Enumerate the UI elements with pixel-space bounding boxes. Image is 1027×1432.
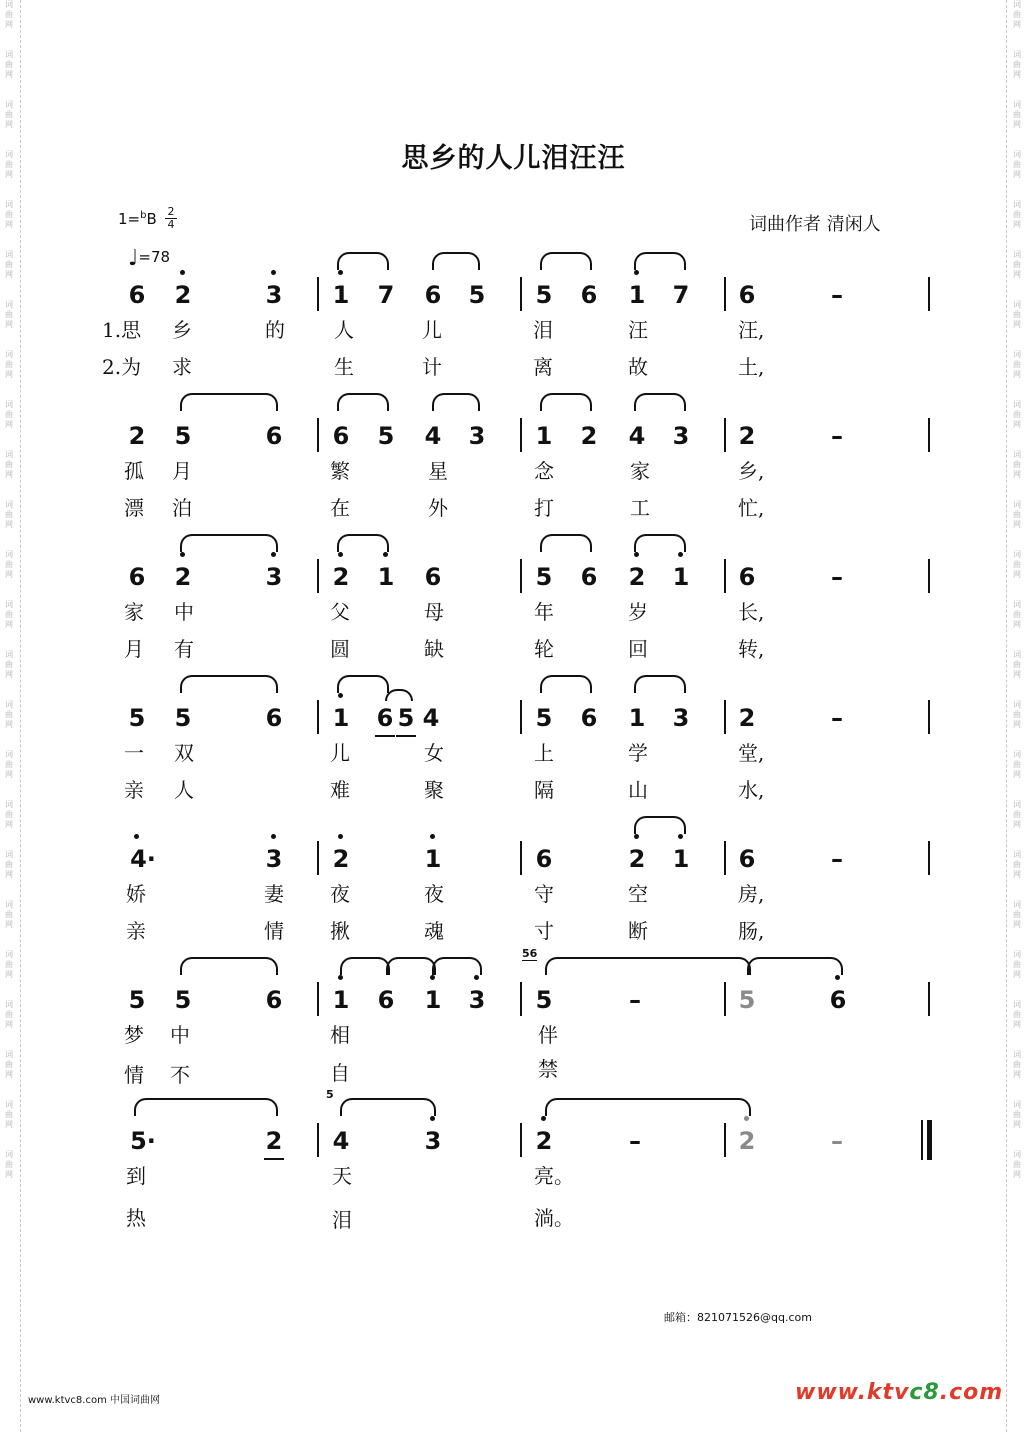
- note: 1: [424, 986, 442, 1014]
- lyric-verse2: 离: [533, 355, 553, 379]
- slur: [340, 957, 390, 975]
- high-octave-dot: [180, 552, 185, 557]
- lyric-verse1: 孤: [124, 459, 144, 483]
- bar-line: [520, 418, 522, 452]
- lyric-verse1: 相: [330, 1023, 350, 1047]
- bar-line: [520, 1123, 522, 1157]
- high-octave-dot: [678, 834, 683, 839]
- bar-line: [928, 700, 930, 734]
- bar-line: [928, 418, 930, 452]
- lyric-verse1: 伴: [538, 1023, 558, 1047]
- score-line-7: [0, 1088, 1027, 1286]
- lyric-verse2: 自: [330, 1061, 350, 1085]
- note: 6: [128, 563, 146, 591]
- note: 3: [468, 986, 486, 1014]
- note: 7: [377, 281, 395, 309]
- lyric-verse2: 寸: [534, 919, 554, 943]
- slur: [634, 675, 686, 693]
- lyric-verse2: 漂: [124, 496, 144, 520]
- lyric-verse1: 1.思: [102, 318, 142, 342]
- lyric-verse1: 父: [330, 600, 350, 624]
- slur: [540, 393, 592, 411]
- note: 3: [265, 563, 283, 591]
- high-octave-dot: [338, 975, 343, 980]
- slur: [386, 957, 436, 975]
- bar-line: [317, 841, 319, 875]
- lyric-verse1: 女: [424, 741, 444, 765]
- lyric-verse1: 到: [126, 1164, 146, 1188]
- score-line-1: [0, 280, 1027, 440]
- slur: [545, 957, 751, 975]
- note: 4·: [130, 845, 156, 873]
- lyric-verse2: 忙,: [738, 496, 765, 520]
- lyric-verse2: 打: [534, 496, 554, 520]
- lyric-verse2: 在: [330, 496, 350, 520]
- note: 7: [672, 281, 690, 309]
- slur: [634, 534, 686, 552]
- note: 3: [672, 422, 690, 450]
- slur: [540, 675, 592, 693]
- lyric-verse2: 回: [628, 637, 648, 661]
- key-prefix: 1=: [118, 210, 141, 228]
- note: 2: [128, 422, 146, 450]
- slur: [545, 1098, 751, 1116]
- contact-email: 邮箱：821071526@qq.com: [664, 1311, 812, 1324]
- lyric-verse1: 中: [174, 600, 194, 624]
- note: 5: [535, 986, 553, 1014]
- bar-line: [317, 277, 319, 311]
- lyric-verse1: 月: [172, 459, 192, 483]
- note: 2: [738, 704, 756, 732]
- lyric-verse1: 梦: [124, 1023, 144, 1047]
- tempo-marking: [128, 246, 170, 271]
- bar-line: [724, 559, 726, 593]
- note: 6: [580, 281, 598, 309]
- lyric-verse1: 念: [534, 459, 554, 483]
- bar-line: [928, 277, 930, 311]
- note: 3: [265, 845, 283, 873]
- grace-notes: 56: [522, 947, 538, 960]
- bar-line: [724, 700, 726, 734]
- note: 2: [261, 1126, 287, 1156]
- lyric-verse1: 堂,: [738, 741, 765, 765]
- bar-line: [317, 559, 319, 593]
- note: 2: [174, 563, 192, 591]
- note: 5: [174, 986, 192, 1014]
- note: 2: [738, 422, 756, 450]
- high-octave-dot: [338, 693, 343, 698]
- lyric-verse2: 土,: [738, 355, 765, 379]
- lyric-verse2: 月: [124, 637, 144, 661]
- slur: [337, 675, 389, 693]
- note: 5: [535, 281, 553, 309]
- lyric-verse2: 情: [264, 919, 284, 943]
- lyric-verse1: 一: [124, 741, 144, 765]
- bar-line: [928, 841, 930, 875]
- note: 6: [128, 281, 146, 309]
- score-line-4: [0, 703, 1027, 863]
- lyric-verse1: 亮。: [534, 1164, 574, 1188]
- note: 1: [424, 845, 442, 873]
- note: 5: [535, 563, 553, 591]
- lyric-verse2: 魂: [424, 919, 444, 943]
- flat-symbol: b: [140, 210, 147, 221]
- bar-line: [928, 982, 930, 1016]
- note: 3: [468, 422, 486, 450]
- bar-line: [724, 1123, 726, 1157]
- final-bar-line: [921, 1120, 932, 1160]
- lyric-verse1: 人: [334, 318, 354, 342]
- high-octave-dot: [474, 975, 479, 980]
- bar-line: [317, 418, 319, 452]
- lyric-verse1: 的: [265, 318, 285, 342]
- lyric-verse2: 轮: [534, 637, 554, 661]
- bar-line: [724, 982, 726, 1016]
- lyric-verse2: 揪: [330, 919, 350, 943]
- slur: [540, 252, 592, 270]
- slur: [337, 534, 389, 552]
- lyric-verse1: 星: [428, 459, 448, 483]
- author-credit: 词曲作者 清闲人: [749, 214, 881, 235]
- note: 3: [265, 281, 283, 309]
- bar-line: [928, 559, 930, 593]
- note: 1: [672, 563, 690, 591]
- note: 6: [265, 704, 283, 732]
- lyric-verse1: 娇: [126, 882, 146, 906]
- time-signature-top: 2: [165, 206, 177, 219]
- lyric-verse1: 守: [534, 882, 554, 906]
- lyric-verse1: 双: [174, 741, 194, 765]
- note-dash: –: [831, 281, 843, 309]
- bar-line: [724, 277, 726, 311]
- high-octave-dot: [634, 834, 639, 839]
- right-side-watermark: 词 曲 网 词 曲 网 词 曲 网 词 曲 网 词 曲 网 词 曲 网 词 曲 网 词 曲 网 词 曲 网 词 曲 网 词 曲 网 词 曲 网 词 曲 网 词 曲 网 词 曲 网 词 曲 网 词 曲 网 词 曲 网 词 曲 网 词 曲 网 词 曲 网 词 曲 网 词 曲 网 词 曲 网: [1013, 0, 1021, 1179]
- note: 1: [628, 704, 646, 732]
- lyric-verse2: 聚: [424, 778, 444, 802]
- note: 2: [628, 563, 646, 591]
- note: 6: [738, 845, 756, 873]
- lyric-verse2: 缺: [424, 637, 444, 661]
- note: 5: [128, 986, 146, 1014]
- high-octave-dot: [271, 270, 276, 275]
- note: 6: [580, 563, 598, 591]
- lyric-verse2: 生: [334, 355, 354, 379]
- high-octave-dot: [634, 552, 639, 557]
- time-signature: [165, 206, 177, 231]
- lyric-verse1: 母: [424, 600, 444, 624]
- lyric-verse2: 亲: [126, 919, 146, 943]
- slur: [747, 957, 843, 975]
- slur: [634, 393, 686, 411]
- lyric-verse2: 肠,: [738, 919, 765, 943]
- note: 4: [422, 704, 440, 732]
- score-line-5: [0, 844, 1027, 1004]
- score-line-3: [0, 562, 1027, 722]
- note: 2: [628, 845, 646, 873]
- note-dash: –: [831, 563, 843, 591]
- note: 6: [265, 986, 283, 1014]
- lyric-verse2: 泊: [172, 496, 192, 520]
- score-line-6: [0, 947, 1027, 1145]
- note: 1: [332, 281, 350, 309]
- high-octave-dot: [541, 1116, 546, 1121]
- note: 3: [672, 704, 690, 732]
- slur: [634, 816, 686, 834]
- lyric-verse2: 亲: [124, 778, 144, 802]
- note: 1: [628, 281, 646, 309]
- note-dash: –: [629, 1127, 641, 1155]
- lyric-verse1: 长,: [738, 600, 765, 624]
- lyric-verse2: 求: [172, 355, 192, 379]
- note: 2: [174, 281, 192, 309]
- footer-logo-part2: c8: [909, 1380, 940, 1405]
- bar-line: [520, 841, 522, 875]
- lyric-verse1: 乡,: [738, 459, 765, 483]
- lyric-verse1: 儿: [422, 318, 442, 342]
- note: 2: [580, 422, 598, 450]
- note: 2: [332, 845, 350, 873]
- note: 6: [829, 986, 847, 1014]
- lyric-verse2: 山: [628, 778, 648, 802]
- high-octave-dot: [271, 552, 276, 557]
- bar-line: [724, 841, 726, 875]
- note: 6: [332, 422, 350, 450]
- lyric-verse1: 夜: [424, 882, 444, 906]
- key-signature: [118, 210, 157, 228]
- note: 6: [424, 281, 442, 309]
- lyric-verse1: 汪,: [738, 318, 765, 342]
- note: 1: [535, 422, 553, 450]
- slur: [337, 393, 389, 411]
- lyric-verse1: 家: [124, 600, 144, 624]
- note: 5: [174, 704, 192, 732]
- footer-logo: [795, 1380, 1003, 1405]
- slur: [180, 534, 278, 552]
- slur: [634, 252, 686, 270]
- note: 5: [535, 704, 553, 732]
- high-octave-dot: [835, 975, 840, 980]
- time-signature-bottom: 4: [167, 218, 175, 231]
- high-octave-dot: [134, 834, 139, 839]
- lyric-verse1: 学: [628, 741, 648, 765]
- lyric-verse2: 人: [174, 778, 194, 802]
- note: 1: [332, 704, 350, 732]
- lyric-verse1: 汪: [628, 318, 648, 342]
- lyric-verse2: 热: [126, 1206, 146, 1230]
- note-dash: –: [831, 845, 843, 873]
- slur: [432, 252, 480, 270]
- note: 2: [535, 1127, 553, 1155]
- lyric-verse1: 中: [170, 1023, 190, 1047]
- high-octave-dot: [430, 834, 435, 839]
- high-octave-dot: [271, 834, 276, 839]
- lyric-verse2: 外: [428, 496, 448, 520]
- lyric-verse1: 岁: [628, 600, 648, 624]
- bar-line: [520, 700, 522, 734]
- note: 5: [738, 986, 756, 1014]
- high-octave-dot: [678, 552, 683, 557]
- lyric-verse2: 故: [628, 355, 648, 379]
- slur: [180, 393, 278, 411]
- lyric-verse2: 淌。: [534, 1206, 574, 1230]
- lyric-verse2: 泪: [332, 1208, 352, 1232]
- note-dash: –: [831, 422, 843, 450]
- note-dash: –: [629, 986, 641, 1014]
- bar-line: [520, 277, 522, 311]
- note: 1: [377, 563, 395, 591]
- note: 1: [332, 986, 350, 1014]
- score-line-2: [0, 421, 1027, 581]
- lyric-verse1: 天: [332, 1164, 352, 1188]
- note: 6: [372, 703, 398, 733]
- bar-line: [724, 418, 726, 452]
- note: 6: [535, 845, 553, 873]
- lyric-verse1: 空: [628, 882, 648, 906]
- note: 2: [332, 563, 350, 591]
- note-dash: –: [831, 1127, 843, 1155]
- bar-line: [317, 982, 319, 1016]
- lyric-verse2: 隔: [534, 778, 554, 802]
- note: 6: [377, 986, 395, 1014]
- lyric-verse2: 难: [330, 778, 350, 802]
- lyric-verse1: 妻: [264, 882, 284, 906]
- lyric-verse2: 工: [630, 496, 650, 520]
- note-dash: –: [831, 704, 843, 732]
- lyric-verse1: 夜: [330, 882, 350, 906]
- footer-site-credit: www.ktvc8.com 中国词曲网: [28, 1395, 161, 1406]
- tempo-value: =78: [138, 248, 171, 266]
- lyric-verse2: 断: [628, 919, 648, 943]
- note: 6: [738, 563, 756, 591]
- note: 2: [738, 1127, 756, 1155]
- lyric-verse1: 家: [630, 459, 650, 483]
- lyric-verse1: 泪: [533, 318, 553, 342]
- slur: [180, 675, 278, 693]
- slur: [432, 393, 480, 411]
- note: 5: [377, 422, 395, 450]
- lyric-verse1: 上: [534, 741, 554, 765]
- note: 6: [265, 422, 283, 450]
- high-octave-dot: [430, 1116, 435, 1121]
- note: 4: [424, 422, 442, 450]
- slur: [180, 957, 278, 975]
- note: 3: [424, 1127, 442, 1155]
- high-octave-dot: [634, 270, 639, 275]
- note: 5: [174, 422, 192, 450]
- high-octave-dot: [338, 270, 343, 275]
- high-octave-dot: [430, 975, 435, 980]
- song-title: 思乡的人儿泪汪汪: [401, 143, 626, 174]
- slur: [432, 957, 482, 975]
- footer-logo-part1: www.ktv: [795, 1380, 910, 1405]
- grace-note: 5: [326, 1088, 334, 1101]
- note: 1: [672, 845, 690, 873]
- key-note: B: [146, 210, 157, 228]
- note: 4: [332, 1127, 350, 1155]
- lyric-verse2: 计: [422, 355, 442, 379]
- note: 5·: [130, 1127, 156, 1155]
- lyric-verse1: 繁: [330, 459, 350, 483]
- slur: [540, 534, 592, 552]
- slur: [337, 252, 389, 270]
- bar-line: [520, 559, 522, 593]
- lyric-verse2: 情: [124, 1063, 144, 1087]
- lyric-verse2: 圆: [330, 637, 350, 661]
- bar-line: [317, 1123, 319, 1157]
- note: 5: [128, 704, 146, 732]
- note: 4: [628, 422, 646, 450]
- high-octave-dot: [338, 834, 343, 839]
- lyric-verse2: 禁: [538, 1057, 558, 1081]
- lyric-verse2: 水,: [738, 778, 765, 802]
- bar-line: [317, 700, 319, 734]
- note: 6: [738, 281, 756, 309]
- note: 6: [424, 563, 442, 591]
- lyric-verse2: 转,: [738, 637, 765, 661]
- lyric-verse1: 儿: [330, 741, 350, 765]
- bar-line: [520, 982, 522, 1016]
- note: 6: [580, 704, 598, 732]
- footer-logo-part3: .com: [939, 1380, 1004, 1405]
- high-octave-dot: [383, 552, 388, 557]
- high-octave-dot: [338, 552, 343, 557]
- lyric-verse1: 乡: [172, 318, 192, 342]
- high-octave-dot: [744, 1116, 749, 1121]
- lyric-verse2: 不: [170, 1063, 190, 1087]
- lyric-verse2: 有: [174, 637, 194, 661]
- lyric-verse1: 年: [534, 600, 554, 624]
- quarter-note-icon: ♩: [128, 246, 139, 271]
- lyric-verse1: 房,: [738, 882, 765, 906]
- slur: [134, 1098, 278, 1116]
- lyric-verse2: 2.为: [102, 355, 142, 379]
- high-octave-dot: [180, 270, 185, 275]
- note: 5: [393, 703, 419, 733]
- note: 5: [468, 281, 486, 309]
- left-side-watermark: 词 曲 网 词 曲 网 词 曲 网 词 曲 网 词 曲 网 词 曲 网 词 曲 网 词 曲 网 词 曲 网 词 曲 网 词 曲 网 词 曲 网 词 曲 网 词 曲 网 词 曲 网 词 曲 网 词 曲 网 词 曲 网 词 曲 网 词 曲 网 词 曲 网 词 曲 网 词 曲 网 词 曲 网: [5, 0, 13, 1179]
- slur: [340, 1098, 436, 1116]
